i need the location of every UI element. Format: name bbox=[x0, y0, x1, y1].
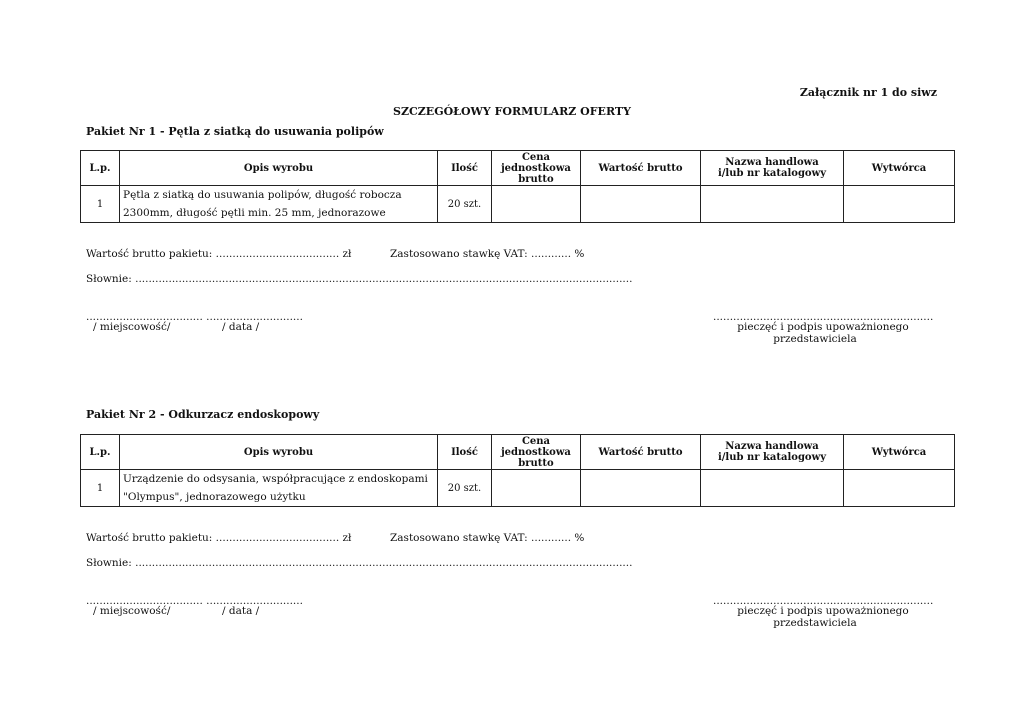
cell-description bbox=[120, 470, 438, 507]
header-manufacturer: Wytwórca bbox=[844, 435, 955, 470]
header-unit-price bbox=[492, 151, 581, 186]
header-quantity: Ilość bbox=[438, 435, 492, 470]
package-1-date-label: / data / bbox=[222, 321, 260, 333]
cell-trade-name[interactable] bbox=[701, 186, 844, 223]
cell-trade-name[interactable] bbox=[701, 470, 844, 507]
header-unit-price bbox=[492, 435, 581, 470]
header-unit-price-line2: jednostkowa bbox=[501, 162, 571, 174]
package-2-gross-value-line: Wartość brutto pakietu: ..................................... zł bbox=[86, 532, 352, 544]
package-1-place-date-dots: ................................... ............................. bbox=[86, 311, 303, 323]
header-trade-name-line1: Nazwa handlowa bbox=[725, 157, 819, 168]
cell-manufacturer[interactable] bbox=[844, 470, 955, 507]
header-quantity: Ilość bbox=[438, 151, 492, 186]
annex-label: Załącznik nr 1 do siwz bbox=[799, 86, 937, 99]
header-trade-name-line2: i/lub nr katalogowy bbox=[717, 168, 827, 179]
cell-description-line2: "Olympus", jednorazowego użytku bbox=[123, 491, 306, 503]
package-2-signature-label-2: przedstawiciela bbox=[773, 617, 857, 629]
cell-quantity: 20 szt. bbox=[438, 186, 492, 223]
header-trade-name-line1: Nazwa handlowa bbox=[725, 441, 819, 452]
package-1-gross-value-line: Wartość brutto pakietu: ..................................... zł bbox=[86, 248, 352, 260]
package-2-table bbox=[80, 434, 955, 507]
header-manufacturer: Wytwórca bbox=[844, 151, 955, 186]
package-1-words-line: Słownie: ..................................................................................................................................................... bbox=[86, 273, 633, 285]
package-2-place-date-dots: ................................... ............................. bbox=[86, 595, 303, 607]
package-1-signature-label-2: przedstawiciela bbox=[773, 333, 857, 345]
package-1-table bbox=[80, 150, 955, 223]
header-unit-price-line2: jednostkowa bbox=[501, 446, 571, 458]
package-1-signature-label-1: pieczęć i podpis upoważnionego bbox=[737, 321, 909, 333]
cell-description-line1: Urządzenie do odsysania, współpracujące z endoskopami bbox=[123, 473, 428, 485]
header-description: Opis wyrobu bbox=[120, 151, 438, 186]
cell-gross-value[interactable] bbox=[581, 470, 701, 507]
document-title: SZCZEGÓŁOWY FORMULARZ OFERTY bbox=[393, 105, 631, 118]
header-lp: L.p. bbox=[81, 435, 120, 470]
package-2-title: Pakiet Nr 2 - Odkurzacz endoskopowy bbox=[86, 408, 320, 421]
cell-manufacturer[interactable] bbox=[844, 186, 955, 223]
cell-lp: 1 bbox=[81, 470, 120, 507]
cell-gross-value[interactable] bbox=[581, 186, 701, 223]
header-trade-name bbox=[701, 151, 844, 186]
cell-unit-price[interactable] bbox=[492, 186, 581, 223]
header-unit-price-line3: brutto bbox=[518, 457, 554, 469]
package-2-words-line: Słownie: ..................................................................................................................................................... bbox=[86, 557, 633, 569]
table-row bbox=[81, 186, 955, 223]
cell-description-line2: 2300mm, długość pętli min. 25 mm, jednorazowe bbox=[123, 207, 386, 219]
package-2-place-label: / miejscowość/ bbox=[93, 605, 171, 617]
cell-lp: 1 bbox=[81, 186, 120, 223]
package-1-vat-line: Zastosowano stawkę VAT: ............ % bbox=[390, 248, 585, 260]
cell-quantity: 20 szt. bbox=[438, 470, 492, 507]
header-unit-price-line1: Cena bbox=[521, 435, 551, 447]
package-1-signature-dots: .................................................................. bbox=[713, 311, 934, 323]
package-1-place-label: / miejscowość/ bbox=[93, 321, 171, 333]
header-gross-value: Wartość brutto bbox=[581, 151, 701, 186]
table-header-row bbox=[81, 151, 955, 186]
table-header-row bbox=[81, 435, 955, 470]
cell-description-line1: Pętla z siatką do usuwania polipów, długość robocza bbox=[123, 189, 402, 201]
header-trade-name bbox=[701, 435, 844, 470]
header-gross-value: Wartość brutto bbox=[581, 435, 701, 470]
header-lp: L.p. bbox=[81, 151, 120, 186]
package-2-signature-dots: .................................................................. bbox=[713, 595, 934, 607]
cell-unit-price[interactable] bbox=[492, 470, 581, 507]
cell-description bbox=[120, 186, 438, 223]
package-2-vat-line: Zastosowano stawkę VAT: ............ % bbox=[390, 532, 585, 544]
package-1-title: Pakiet Nr 1 - Pętla z siatką do usuwania polipów bbox=[86, 125, 384, 138]
header-description: Opis wyrobu bbox=[120, 435, 438, 470]
package-2-date-label: / data / bbox=[222, 605, 260, 617]
header-unit-price-line1: Cena bbox=[521, 151, 551, 163]
table-row bbox=[81, 470, 955, 507]
header-trade-name-line2: i/lub nr katalogowy bbox=[717, 452, 827, 463]
package-2-signature-label-1: pieczęć i podpis upoważnionego bbox=[737, 605, 909, 617]
header-unit-price-line3: brutto bbox=[518, 173, 554, 185]
